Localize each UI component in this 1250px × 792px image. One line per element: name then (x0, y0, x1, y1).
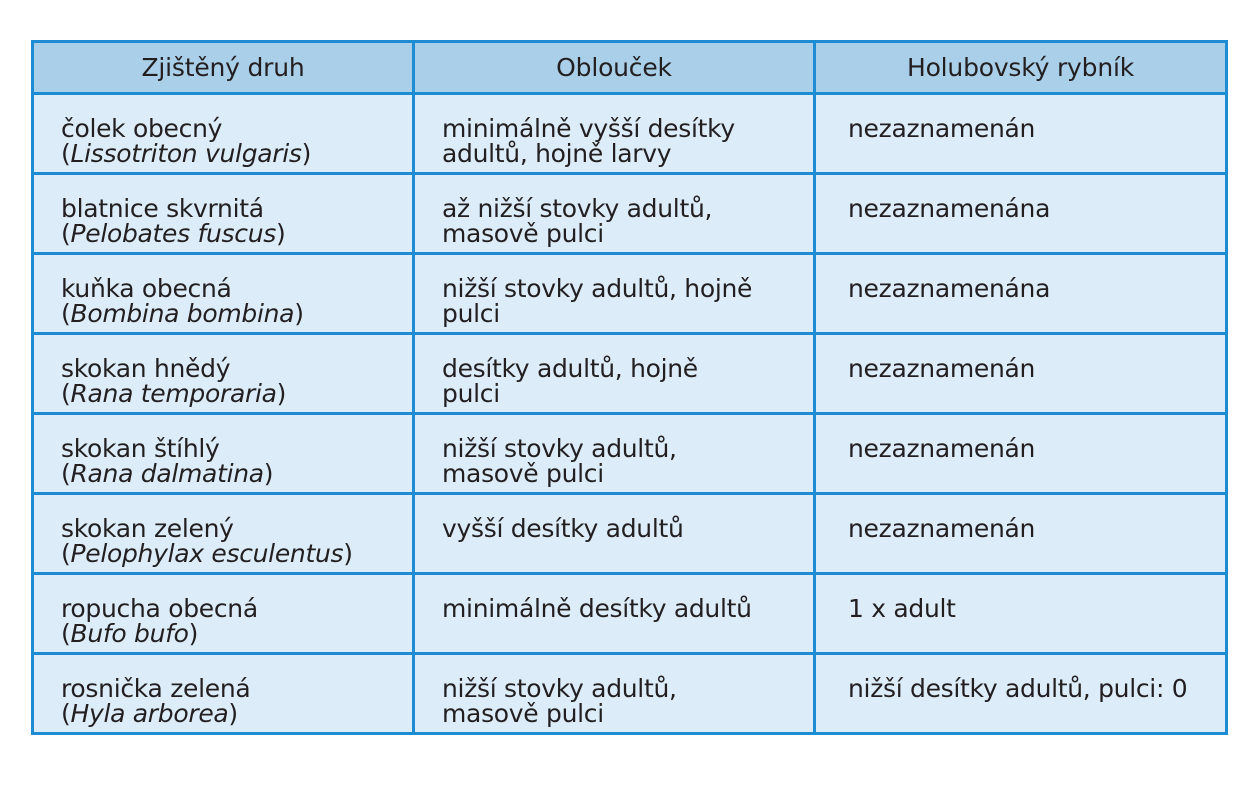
species-cell (33, 574, 414, 654)
species-cell (33, 654, 414, 734)
species-latin-line: (Hyla arborea) (61, 699, 238, 728)
oblouček-cell (414, 174, 815, 254)
species-common-name: ropucha obecná (61, 594, 258, 623)
species-latin-name: Rana temporaria (70, 379, 277, 408)
oblouček-text-line: adultů, hojně larvy (442, 139, 672, 168)
table-row (33, 334, 1227, 414)
oblouček-cell (414, 574, 815, 654)
holubovsky-text: 1 x adult (848, 594, 956, 623)
oblouček-cell (414, 414, 815, 494)
species-latin-line: (Rana temporaria) (61, 379, 287, 408)
species-latin-name: Bufo bufo (70, 619, 189, 648)
species-latin-name: Rana dalmatina (70, 459, 264, 488)
oblouček-text-line: desítky adultů, hojně (442, 354, 698, 383)
holubovsky-cell (815, 494, 1227, 574)
species-common-name: skokan zelený (61, 514, 234, 543)
oblouček-text-line: pulci (442, 299, 500, 328)
species-common-name: skokan štíhlý (61, 434, 220, 463)
header-species: Zjištěný druh (33, 42, 414, 94)
holubovsky-cell (815, 654, 1227, 734)
oblouček-text-line: nižší stovky adultů, (442, 434, 677, 463)
species-common-name: rosnička zelená (61, 674, 251, 703)
oblouček-text-line: vyšší desítky adultů (442, 514, 684, 543)
holubovsky-text: nezaznamenána (848, 274, 1051, 303)
holubovsky-text: nezaznamenán (848, 354, 1036, 383)
table-header-row (33, 42, 1227, 94)
species-cell (33, 414, 414, 494)
species-cell (33, 494, 414, 574)
oblouček-text-line: až nižší stovky adultů, (442, 194, 713, 223)
holubovsky-text: nezaznamenána (848, 194, 1051, 223)
species-common-name: blatnice skvrnitá (61, 194, 264, 223)
holubovsky-text: nezaznamenán (848, 434, 1036, 463)
species-latin-line: (Rana dalmatina) (61, 459, 274, 488)
table-row (33, 574, 1227, 654)
species-latin-line: (Pelobates fuscus) (61, 219, 286, 248)
holubovsky-text: nižší desítky adultů, pulci: 0 (848, 674, 1188, 703)
species-latin-name: Pelophylax esculentus (70, 539, 344, 568)
species-common-name: skokan hnědý (61, 354, 231, 383)
header-holubovsky: Holubovský rybník (815, 42, 1227, 94)
oblouček-cell (414, 334, 815, 414)
header-oblouček: Oblouček (414, 42, 815, 94)
species-cell (33, 334, 414, 414)
oblouček-text-line: masově pulci (442, 219, 604, 248)
oblouček-text-line: minimálně vyšší desítky (442, 114, 735, 143)
species-latin-line: (Pelophylax esculentus) (61, 539, 353, 568)
species-latin-line: (Bombina bombina) (61, 299, 304, 328)
species-common-name: čolek obecný (61, 114, 223, 143)
species-cell (33, 254, 414, 334)
species-latin-name: Bombina bombina (70, 299, 295, 328)
species-latin-line: (Lissotriton vulgaris) (61, 139, 312, 168)
holubovsky-cell (815, 574, 1227, 654)
oblouček-text-line: pulci (442, 379, 500, 408)
table-row (33, 174, 1227, 254)
table-row (33, 254, 1227, 334)
oblouček-text-line: masově pulci (442, 699, 604, 728)
holubovsky-text: nezaznamenán (848, 114, 1036, 143)
species-cell (33, 94, 414, 174)
species-common-name: kuňka obecná (61, 274, 232, 303)
oblouček-cell (414, 654, 815, 734)
holubovsky-cell (815, 94, 1227, 174)
holubovsky-cell (815, 174, 1227, 254)
species-latin-name: Pelobates fuscus (70, 219, 276, 248)
oblouček-cell (414, 254, 815, 334)
oblouček-text-line: minimálně desítky adultů (442, 594, 752, 623)
species-cell (33, 174, 414, 254)
oblouček-cell (414, 94, 815, 174)
amphibian-survey-table (31, 40, 1228, 735)
table-row (33, 94, 1227, 174)
table-body (33, 94, 1227, 734)
oblouček-text-line: nižší stovky adultů, hojně (442, 274, 753, 303)
oblouček-text-line: nižší stovky adultů, (442, 674, 677, 703)
species-latin-name: Hyla arborea (70, 699, 229, 728)
holubovsky-cell (815, 334, 1227, 414)
holubovsky-cell (815, 254, 1227, 334)
oblouček-text-line: masově pulci (442, 459, 604, 488)
amphibian-survey-table-container (31, 40, 1225, 735)
holubovsky-text: nezaznamenán (848, 514, 1036, 543)
oblouček-cell (414, 494, 815, 574)
holubovsky-cell (815, 414, 1227, 494)
species-latin-line: (Bufo bufo) (61, 619, 199, 648)
table-row (33, 654, 1227, 734)
table-row (33, 494, 1227, 574)
species-latin-name: Lissotriton vulgaris (70, 139, 302, 168)
table-row (33, 414, 1227, 494)
